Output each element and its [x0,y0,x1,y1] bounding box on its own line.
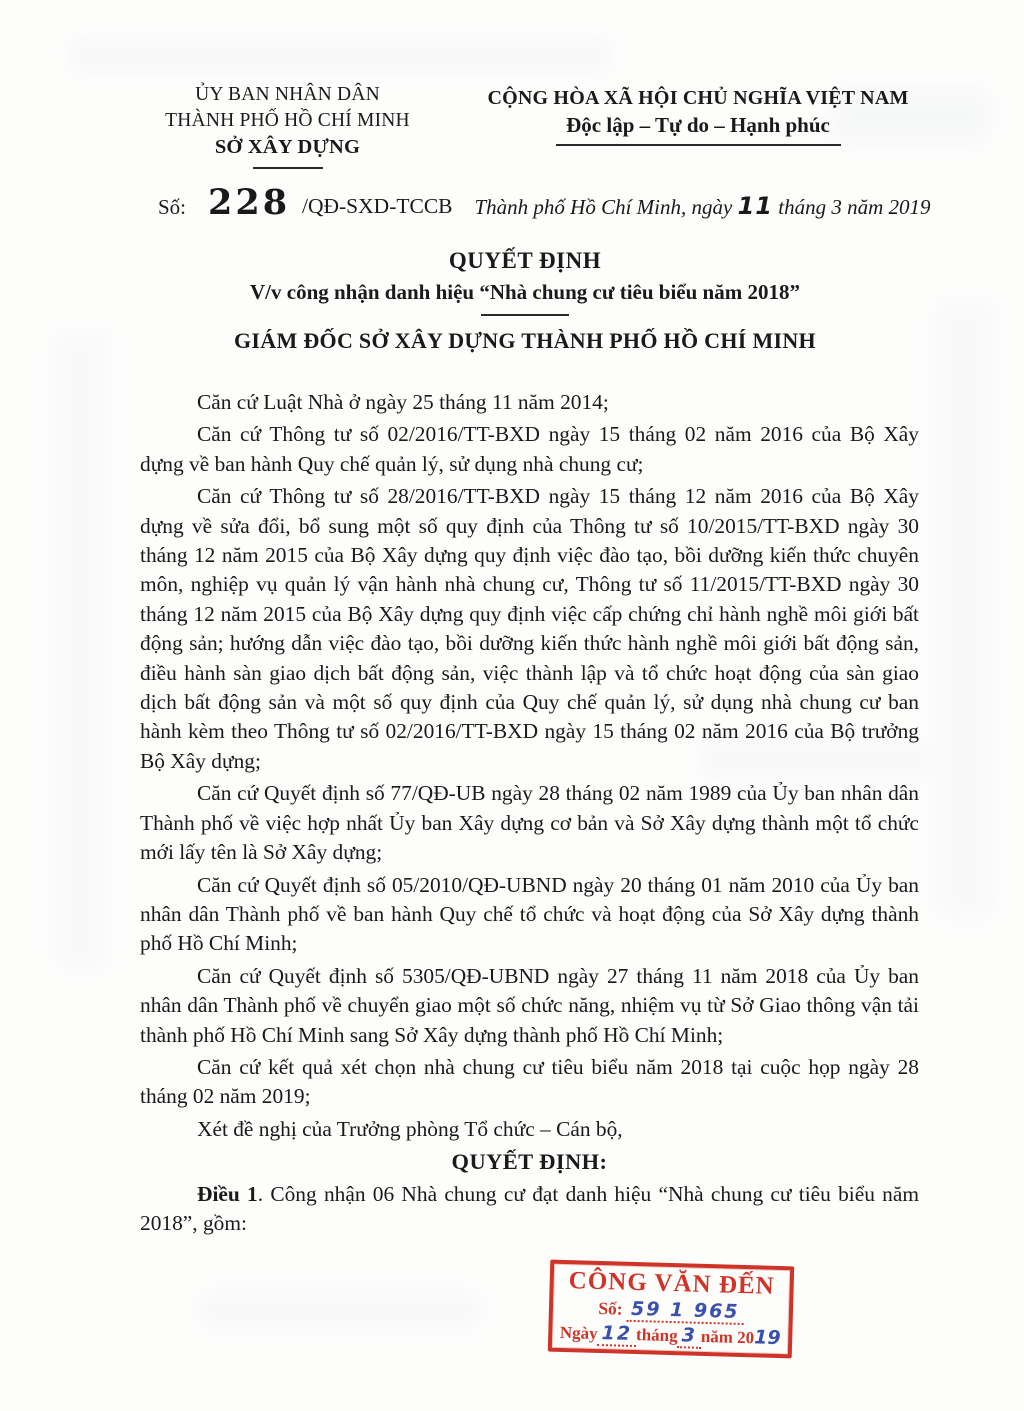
stamp-month-handwritten: 3 [677,1324,701,1349]
doc-subject: V/v công nhận danh hiệu “Nhà chung cư tiêu biểu năm 2018” [250,280,800,304]
recital-paragraph: Căn cứ Luật Nhà ở ngày 25 tháng 11 năm 2014; [197,390,609,414]
number-date-line [140,182,940,228]
stamp-year-handwritten: 19 [753,1326,781,1350]
doc-type-title: QUYẾT ĐỊNH [448,248,602,273]
agency-underline [253,167,323,169]
article-1-text: . Công nhận 06 Nhà chung cư đạt danh hiệu “Nhà chung cư tiêu biểu năm 2018”, gồm: [140,1181,919,1235]
national-header-block [448,85,948,146]
recital-paragraph: Căn cứ Thông tư số 28/2016/TT-BXD ngày 15 tháng 12 năm 2016 của Bộ Xây dựng về sửa đổi, bổ sung một số quy định của Thông tư số 10/2015/TT-BXD ngày 30 tháng 12 năm 2015 của Bộ Xây dựng quy định việc đào tạo, bồi dưỡng kiến thức chuyên môn, nghiệp vụ quản lý vận hành nhà chung cư, Thông tư số 11/2015/TT-BXD ngày 30 tháng 12 năm 2015 của Bộ Xây dựng quy định việc cấp chứng chỉ hành nghề môi giới bất động sản; hướng dẫn việc đào tạo, bồi dưỡng kiến thức hành nghề môi giới bất động sản, điều hành sàn giao dịch bất động sản, việc thành lập và tổ chức hoạt động của sàn giao dịch bất động sản và một số quy định của Quy chế quản lý, sử dụng nhà chung cư ban hành kèm theo Thông tư số 02/2016/TT-BXD ngày 15 tháng 02 năm 2016 của Bộ trưởng Bộ Xây dựng; [140,484,919,773]
national-motto: Độc lập – Tự do – Hạnh phúc [566,113,830,137]
article-1-label: Điều 1 [197,1181,258,1206]
recital-paragraph: Căn cứ kết quả xét chọn nhà chung cư tiêu biểu năm 2018 tại cuộc họp ngày 28 tháng 02 năm 2019; [140,1054,919,1109]
doc-number-label: Số: [158,195,187,219]
stamp-month-label: tháng [635,1325,678,1346]
recital-paragraph: Căn cứ Quyết định số 05/2010/QĐ-UBND ngày 20 tháng 01 năm 2010 của Ủy ban nhân dân Thành phố về ban hành Quy chế tổ chức và hoạt động của Sở Xây dựng thành phố Hồ Chí Minh; [140,872,919,956]
recital-paragraph: Xét đề nghị của Trưởng phòng Tổ chức – Cán bộ, [197,1116,623,1141]
scan-artifact [935,300,995,920]
recital-paragraph: Căn cứ Quyết định số 5305/QĐ-UBND ngày 27 tháng 11 năm 2018 của Ủy ban nhân dân Thành phố về chuyển giao một số chức năng, nhiệm vụ từ Sở Giao thông vận tải thành phố Hồ Chí Minh sang Sở Xây dựng thành phố Hồ Chí Minh; [140,963,919,1047]
national-title: CỘNG HÒA XÃ HỘI CHỦ NGHĨA VIỆT NAM [487,87,909,109]
stamp-number-handwritten: 59 1 965 [627,1298,744,1325]
agency-name: SỞ XÂY DỰNG [214,136,361,158]
scan-artifact [55,330,110,970]
recital-paragraph: Căn cứ Quyết định số 77/QĐ-UB ngày 28 tháng 02 năm 1989 của Ủy ban nhân dân Thành phố về việc hợp nhất Ủy ban Xây dựng cơ bản và Sở Xây dựng thành một tổ chức mới lấy tên là Sở Xây dựng; [140,781,919,865]
doc-number-value: 228 [208,182,291,223]
motto-underline [556,144,841,146]
place-date-suffix: tháng 3 năm 2019 [778,195,931,219]
incoming-mail-stamp [548,1260,794,1359]
scan-artifact [200,1290,480,1330]
article-1-paragraph [140,1180,919,1239]
stamp-day-label: Ngày [559,1322,598,1343]
agency-parent: ỦY BAN NHÂN DÂN [195,84,380,105]
scan-artifact [70,38,610,72]
document-title-block [95,248,955,354]
place-date [465,192,940,220]
handwritten-day: 11 [737,192,773,220]
stamp-year-label: năm 20 [700,1326,755,1348]
issuing-agency-block [120,82,455,169]
stamp-title: CÔNG VĂN ĐẾN [568,1267,776,1300]
title-underline [481,314,569,316]
recital-paragraph: Căn cứ Thông tư số 02/2016/TT-BXD ngày 15 tháng 02 năm 2016 của Bộ Xây dựng về ban hành Quy chế quản lý, sử dụng nhà chung cư; [140,422,919,476]
decision-heading: QUYẾT ĐỊNH: [451,1149,608,1175]
document-body [140,388,919,1241]
issuer-title: GIÁM ĐỐC SỞ XÂY DỰNG THÀNH PHỐ HỒ CHÍ MINH [234,328,816,353]
stamp-day-handwritten: 12 [597,1322,636,1347]
stamp-date-line [552,1321,789,1350]
stamp-number-label: Số: [598,1297,623,1319]
agency-city: THÀNH PHỐ HỒ CHÍ MINH [165,110,410,131]
doc-number-suffix: /QĐ-SXD-TCCB [302,194,453,218]
place-date-prefix: Thành phố Hồ Chí Minh, ngày [474,195,733,219]
